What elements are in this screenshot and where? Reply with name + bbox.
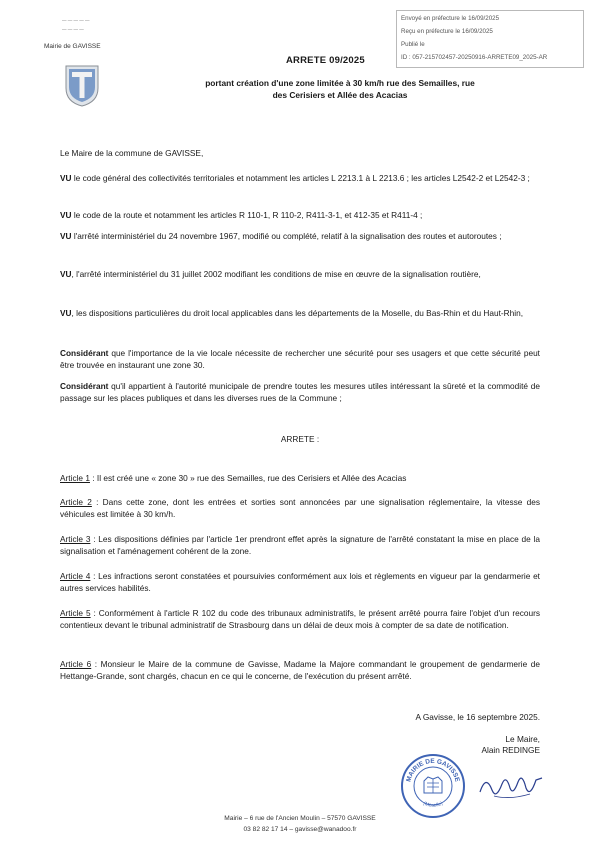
article-label: Article 4 xyxy=(60,571,91,581)
article-4 xyxy=(60,570,540,595)
date-place: A Gavisse, le 16 septembre 2025. xyxy=(415,712,540,722)
article-label: Article 6 xyxy=(60,659,92,669)
vu-lead: VU xyxy=(60,308,72,318)
vu-text: le code de la route et notamment les articles R 110-1, R 110-2, R411-3-1, et 412-35 et R411-4 ; xyxy=(71,210,423,220)
vu-text: , l'arrêté interministériel du 31 juillet 2002 modifiant les conditions de mise en œuvre de la signalisation routière, xyxy=(71,269,481,279)
handwritten-signature xyxy=(476,770,546,804)
svg-text:(Moselle) xyxy=(422,800,444,808)
vu-lead: VU xyxy=(60,231,72,241)
article-text: : Les infractions seront constatées et poursuivies conformément aux lois et règlements en vigueur par la gendarmerie et autres services habilités. xyxy=(60,571,540,594)
considerant-text: qu'il appartient à l'autorité municipale de prendre toutes les mesures utiles intéressant la sûreté et la commodité de passage sur les places publiques et dans les diverses rues de la Commune ; xyxy=(60,381,540,404)
considerant-lead: Considérant xyxy=(60,348,109,358)
header-small-line: — — — — — xyxy=(62,18,90,23)
vu-text: le code général des collectivités territoriales et notamment les articles L 2213.1 à L 2213.6 ; les articles L2542-2 et L2542-3 ; xyxy=(71,173,530,183)
vu-paragraph-3 xyxy=(60,230,540,242)
article-text: : Conformément à l'article R 102 du code des tribunaux administratifs, le présent arrêté pourra faire l'objet d'un recours contentieux devant le tribunal administratif de Strasbourg dans un délai de deux mois à compter de sa date de notification. xyxy=(60,608,540,631)
vu-lead: VU xyxy=(60,173,72,183)
article-label: Article 3 xyxy=(60,534,91,544)
article-label: Article 2 xyxy=(60,497,92,507)
prefecture-stamp-box xyxy=(396,10,584,68)
vu-paragraph-1 xyxy=(60,172,540,184)
article-text: : Les dispositions définies par l'article 1er prendront effet après la signature de l'arrêté constatant la mise en place de la signalisation et l'aménagement cohérent de la zone. xyxy=(60,534,540,557)
seal-top-text: MAIRIE DE GAVISSE xyxy=(405,757,461,783)
vu-paragraph-4 xyxy=(60,268,540,280)
article-6 xyxy=(60,658,540,683)
article-1 xyxy=(60,472,540,484)
article-2 xyxy=(60,496,540,521)
prefecture-id-line: ID : 057-215702457-20250916-ARRETE09_2025-AR xyxy=(401,54,548,61)
article-text: : Il est créé une « zone 30 » rue des Semailles, rue des Cerisiers et Allée des Acacias xyxy=(89,473,407,483)
decree-subtitle: portant création d'une zone limitée à 30 km/h rue des Semailles, rue des Cerisiers et Allée des Acacias xyxy=(205,78,475,100)
prefecture-published-line: Publié le xyxy=(401,41,425,48)
vu-lead: VU xyxy=(60,210,72,220)
footer-contact: 03 82 82 17 14 – gavisse@wanadoo.fr xyxy=(243,826,357,833)
considerant-paragraph-2 xyxy=(60,380,540,405)
considerant-lead: Considérant xyxy=(60,381,109,391)
article-text: : Monsieur le Maire de la commune de Gavisse, Madame la Majore commandant le groupement de gendarmerie de Hettange-Grande, sont chargés, chacun en ce qui le concerne, de l'exécution du présent arrêté. xyxy=(60,659,540,682)
seal-bottom-text: (Moselle) xyxy=(422,800,444,809)
mairie-label: Mairie de GAVISSE xyxy=(44,43,101,50)
prefecture-sent-line: Envoyé en préfecture le 16/09/2025 xyxy=(401,15,500,22)
mairie-seal-icon xyxy=(400,753,466,819)
vu-paragraph-5 xyxy=(60,307,540,319)
considerant-text: que l'importance de la vie locale nécessite de rechercher une sécurité pour ses usagers et que cette sécurité peut être trouvée en instaurant une zone 30. xyxy=(60,348,540,371)
header-small-line: — — — — xyxy=(62,27,84,32)
coat-of-arms-icon xyxy=(64,64,100,108)
intro-line: Le Maire de la commune de GAVISSE, xyxy=(60,148,204,158)
vu-lead: VU xyxy=(60,269,72,279)
article-text: : Dans cette zone, dont les entrées et sorties sont annoncées par une signalisation réglementaire, la vitesse des véhicules est limitée à 30 km/h. xyxy=(60,497,540,520)
footer-address: Mairie – 6 rue de l'Ancien Moulin – 57570 GAVISSE xyxy=(224,815,376,822)
signature-name: Alain REDINGE xyxy=(481,745,540,755)
signature-title: Le Maire, xyxy=(505,734,540,744)
vu-text: , les dispositions particulières du droit local applicables dans les départements de la Moselle, du Bas-Rhin et du Haut-Rhin, xyxy=(71,308,524,318)
article-label: Article 1 xyxy=(60,473,90,483)
article-label: Article 5 xyxy=(60,608,91,618)
considerant-paragraph-1 xyxy=(60,347,540,372)
article-5 xyxy=(60,607,540,632)
article-3 xyxy=(60,533,540,558)
vu-paragraph-2 xyxy=(60,209,540,221)
vu-text: l'arrêté interministériel du 24 novembre 1967, modifié ou complété, relatif à la signalisation des routes et autoroutes ; xyxy=(71,231,502,241)
prefecture-received-line: Reçu en préfecture le 16/09/2025 xyxy=(401,28,493,35)
decree-number: ARRETE 09/2025 xyxy=(286,55,365,66)
arrete-heading: ARRETE : xyxy=(280,434,320,444)
